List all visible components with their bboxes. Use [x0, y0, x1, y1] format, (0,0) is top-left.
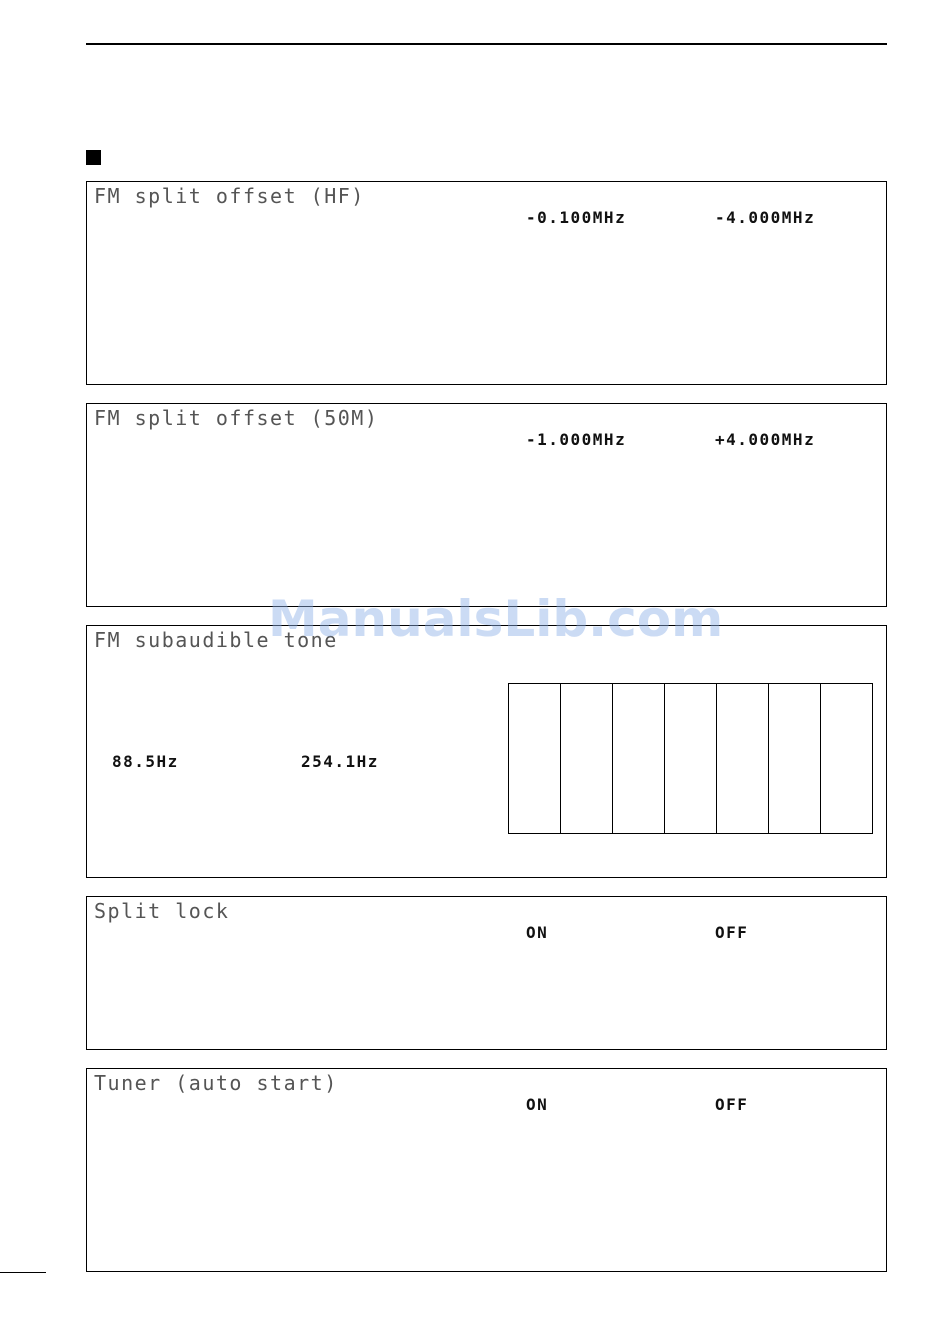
section-title: FM subaudible tone: [94, 628, 338, 652]
bottom-rule: [0, 1272, 46, 1273]
section-fm-subaudible-tone: [86, 625, 887, 878]
section-title: Tuner (auto start): [94, 1071, 338, 1095]
grid-cell: [821, 684, 872, 833]
display-value-2: +4.000MHz: [715, 430, 816, 449]
section-title: FM split offset (50M): [94, 406, 379, 430]
section-title: FM split offset (HF): [94, 184, 365, 208]
grid-cell: [561, 684, 613, 833]
display-value-2: -4.000MHz: [715, 208, 816, 227]
display-value-2: OFF: [715, 923, 749, 942]
display-value-1: -0.100MHz: [526, 208, 627, 227]
watermark: ManualsLib.com: [268, 590, 724, 648]
grid-cell: [613, 684, 665, 833]
section-tuner-auto-start: [86, 1068, 887, 1272]
display-value-2: OFF: [715, 1095, 749, 1114]
top-rule: [86, 43, 887, 45]
section-title: Split lock: [94, 899, 230, 923]
display-value-1: -1.000MHz: [526, 430, 627, 449]
grid-cell: [769, 684, 821, 833]
grid-cell: [717, 684, 769, 833]
display-value-1: 88.5Hz: [112, 752, 179, 771]
grid-cell: [665, 684, 717, 833]
display-value-1: ON: [526, 1095, 549, 1114]
section-split-lock: [86, 896, 887, 1050]
section-fm-split-offset-hf: [86, 181, 887, 385]
section-fm-split-offset-50m: [86, 403, 887, 607]
section-bullet-icon: [86, 150, 101, 165]
tone-table-grid: [508, 683, 873, 834]
display-value-2: 254.1Hz: [301, 752, 379, 771]
display-value-1: ON: [526, 923, 549, 942]
grid-cell: [509, 684, 561, 833]
